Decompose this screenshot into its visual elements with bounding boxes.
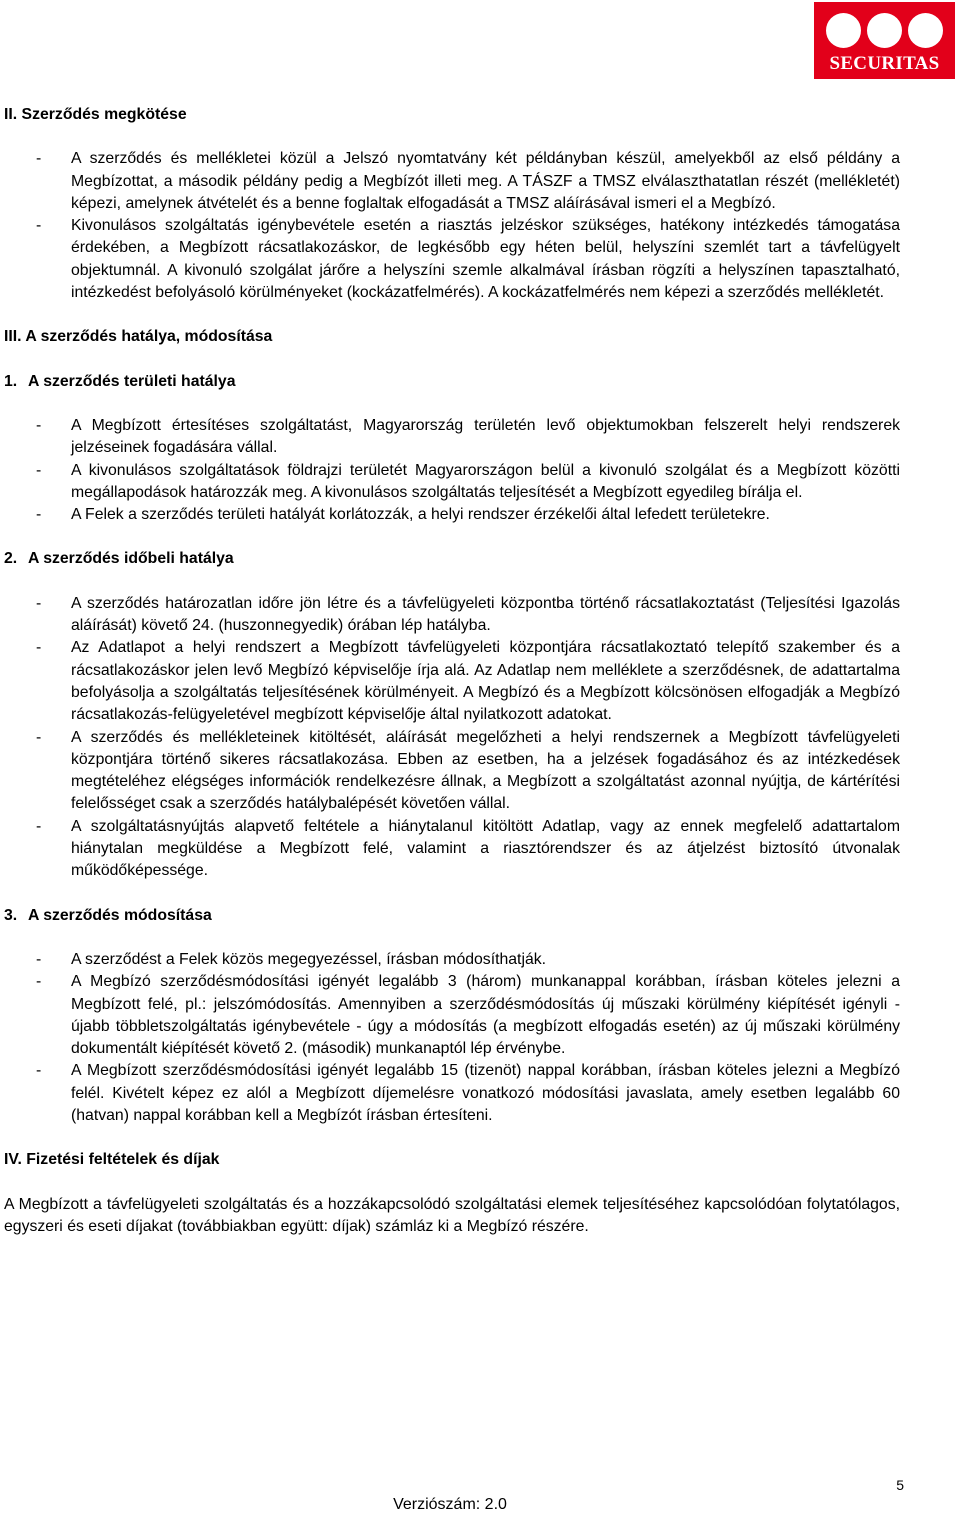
list-item: - Kivonulásos szolgáltatás igénybevétele esetén a riasztás jelzéskor szükséges, hatékony intézkedés támogatása érdekében, a Megbízott rácsatlakozáskor, de legkésőbb egy héten belül, helyszíni szemlét tart a távfelügyelt objektumnál. A kivonuló szolgálat járőre a helyszíni szemle alkalmával írásban rögzíti a helyszínen tapasztalható, intézkedést befolyásoló körülményeket (kockázatfelmérés). A kockázatfelmérés nem képezi a szerződés mellékletét. [36, 217, 900, 302]
subsection-2-list [4, 593, 900, 883]
subsection-1-list [4, 415, 900, 526]
subsection-3-list [4, 949, 900, 1127]
list-item: - A szerződés és mellékletei közül a Jelszó nyomtatvány két példányban készül, amelyekből az első példány a Megbízottat, a második példány pedig a Megbízót illeti meg. A TÁSZF a TMSZ elválaszthatatlan részét (mellékletét) képezi, amelynek átvételét és a benne foglaltak elfogadását a TMSZ aláírásával ismeri el a Megbízó. [36, 150, 900, 212]
section-title-iii: III. A szerződés hatálya, módosítása [4, 328, 273, 346]
logo-wordmark: SECURITAS [829, 53, 940, 74]
list-item: - A szolgáltatásnyújtás alapvető feltétele a hiánytalanul kitöltött Adatlap, vagy az ennek megfelelő adattartalom hiánytalan megküldése a Megbízott felé, valamint a riasztórendszer és az átjelzést biztosító útvonalak működőképessége. [36, 817, 900, 880]
list-item: - A Megbízott szerződésmódosítási igényét legalább 15 (tizenöt) nappal korábban, írásban köteles jelezni a Megbízó felél. Kivételt képez ez alól a Megbízott díjemelésre vonatkozó módosítási javaslata, amely esetben legalább 60 (hatvan) nappal korábban kell a Megbízót írásban értesíteni. [36, 1062, 900, 1124]
subsection-title-2: 2. A szerződés időbeli hatálya [4, 550, 234, 568]
list-item: - A kivonulásos szolgáltatások földrajzi területét Magyarországon belül a kivonuló szolgálat és a Megbízott közötti megállapodások határozzák meg. A kivonulásos szolgáltatás teljesítését a Megbízott egyedileg bírálja el. [36, 461, 900, 501]
list-item: - A szerződés és mellékleteinek kitöltését, aláírását megelőzheti a helyi rendszernek a Megbízott távfelügyeleti központjára történő sikeres rácsatlakozása. Ebben az esetben, ha a jelzések fogadásához és az intézkedések megtételéhez elégséges információk rendelkezésre állnak, a Megbízott a szolgáltatást azonnal nyújtja, de kártérítési felelősséget csak a szerződés hatálybalépését követően vállal. [36, 728, 900, 813]
list-item: - Az Adatlapot a helyi rendszert a Megbízott távfelügyeleti központjára rácsatlakoztató telepítő szakember és a rácsatlakozáskor jelen levő Megbízó képviselője írja alá. Az Adatlap nem melléklete a szerződésnek, de adattartalma befolyásolja a szolgáltatás teljesítésének körülményeit. A Megbízó és a Megbízott kölcsönösen elfogadják a Megbízó rácsatlakozás-felügyeletével megbízott képviselője által nyilatkozott adatokat. [36, 639, 900, 724]
section-ii-list [4, 148, 900, 304]
list-item: - A szerződés határozatlan időre jön létre és a távfelügyeleti központba történő rácsatlakoztatást (Teljesítési Igazolás aláírását) követő 24. (huszonnegyedik) órában lép hatályba. [36, 594, 900, 635]
logo-dots-icon [814, 13, 955, 49]
document-body [4, 104, 900, 1238]
securitas-logo [814, 2, 955, 79]
section-title-ii: II. Szerződés megkötése [4, 106, 187, 123]
list-item: - A Megbízott értesítéses szolgáltatást, Magyarország területén levő objektumokban felszerelt helyi rendszerek jelzéseinek fogadására vállal. [36, 416, 900, 457]
list-item: - A Felek a szerződés területi hatályát korlátozzák, a helyi rendszer érzékelői által lefedett területekre. [36, 506, 770, 524]
list-item: - A szerződést a Felek közös megegyezéssel, írásban módosíthatják. [36, 950, 547, 968]
list-item: - A Megbízó szerződésmódosítási igényét legalább 3 (három) munkanappal korábban, írásban köteles jelezni a Megbízott felé, pl.: jelszómódosítás. Amennyiben a szerződésmódosítás új műszaki körülmény kiépítését igényli - újabb többletszolgáltatás igénybevétele - úgy a módosítás (a megbízott elfogadás esetén) az új műszaki körülmény dokumentált kiépítését követő 2. (második) munkanaptól lép érvénybe. [36, 973, 900, 1058]
subsection-title-3: 3. A szerződés módosítása [4, 906, 212, 924]
subsection-title-1: 1. A szerződés területi hatálya [4, 372, 236, 390]
section-title-iv: IV. Fizetési feltételek és díjak [4, 1151, 220, 1169]
version-footer: Verziószám: 2.0 [393, 1496, 507, 1513]
section-iv-paragraph: A Megbízott a távfelügyeleti szolgáltatás és a hozzákapcsolódó szolgáltatási elemek teljesítéséhez kapcsolódóan folytatólagos, egyszeri és eseti díjakat (továbbiakban együtt: díjak) számláz ki a Megbízó részére. [4, 1195, 900, 1235]
page-number: 5 [896, 1477, 904, 1493]
